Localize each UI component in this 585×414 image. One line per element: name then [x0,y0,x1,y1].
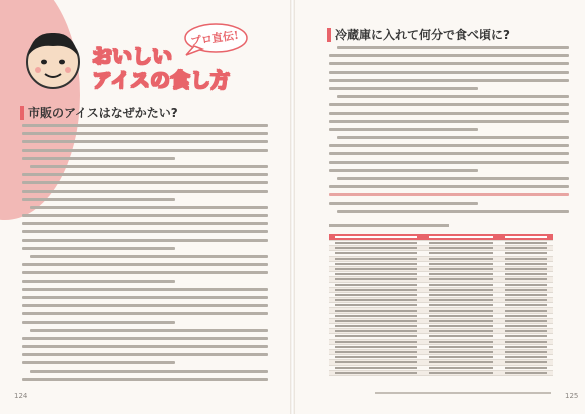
cell-text-placeholder [429,346,493,348]
text-line [30,255,268,258]
cell-text-placeholder [505,252,547,254]
cell-text-placeholder [505,247,547,249]
right-section-heading: 冷蔵庫に入れて何分で食べ頃に? [335,28,510,42]
right-page [295,0,585,414]
text-line [22,321,175,324]
cell-text-placeholder [429,258,493,260]
cell-text-placeholder [505,361,547,363]
cell-text-placeholder [335,346,417,348]
text-line [22,247,175,250]
cell-text-placeholder [505,356,547,358]
cell-text-placeholder [335,325,417,327]
cell-text-placeholder [505,299,547,301]
text-line [329,161,569,164]
cell-text-placeholder [429,335,493,337]
cell-text-placeholder [429,294,493,296]
text-line [22,345,268,348]
text-line [337,95,569,98]
cell-text-placeholder [429,242,493,244]
cell-text-placeholder [335,330,417,332]
cell-text-placeholder [505,367,547,369]
cell-text-placeholder [429,299,493,301]
cell-text-placeholder [335,242,417,244]
text-line [329,120,569,123]
text-line [30,370,268,373]
left-page [0,0,290,414]
cell-text-placeholder [505,320,547,322]
cell-text-placeholder [335,315,417,317]
cell-text-placeholder [429,351,493,353]
cell-text-placeholder [429,236,493,238]
cell-text-placeholder [505,341,547,343]
cell-text-placeholder [429,247,493,249]
text-line [22,198,175,201]
text-line [22,353,268,356]
cell-text-placeholder [429,372,493,374]
table-row [329,370,553,375]
cell-text-placeholder [429,273,493,275]
text-line [22,239,268,242]
text-line [329,169,478,172]
text-line [22,230,268,233]
cell-text-placeholder [429,341,493,343]
cell-text-placeholder [505,263,547,265]
cell-text-placeholder [429,304,493,306]
text-line [329,193,569,196]
text-line [22,378,268,381]
text-line [22,149,268,152]
text-line [22,361,175,364]
text-line [337,177,569,180]
cell-text-placeholder [505,242,547,244]
cell-text-placeholder [505,310,547,312]
cell-text-placeholder [505,258,547,260]
text-line [337,136,569,139]
cell-text-placeholder [505,325,547,327]
text-line [329,152,569,155]
cell-text-placeholder [429,367,493,369]
cell-text-placeholder [429,315,493,317]
cell-text-placeholder [505,304,547,306]
text-line [22,271,268,274]
cell-text-placeholder [505,273,547,275]
left-body-text [22,124,268,386]
text-line [22,288,268,291]
text-line [22,214,268,217]
text-line [329,202,478,205]
cell-text-placeholder [429,361,493,363]
text-line [337,46,569,49]
cell-text-placeholder [335,351,417,353]
cell-text-placeholder [335,294,417,296]
cell-text-placeholder [335,236,417,238]
cell-text-placeholder [335,289,417,291]
text-line [22,190,268,193]
cell-text-placeholder [429,320,493,322]
table-cell [329,370,423,375]
cell-text-placeholder [335,284,417,286]
cell-text-placeholder [335,335,417,337]
title-line-2: アイスの食し方 [92,68,230,92]
text-line [329,128,478,131]
cell-text-placeholder [429,356,493,358]
text-line [329,79,569,82]
table-footnote [375,392,551,394]
cell-text-placeholder [505,330,547,332]
text-line [337,210,569,213]
cell-text-placeholder [335,372,417,374]
cell-text-placeholder [505,346,547,348]
cell-text-placeholder [335,258,417,260]
text-line [329,71,569,74]
text-line [22,173,268,176]
cell-text-placeholder [505,351,547,353]
text-line [329,144,569,147]
text-line [22,124,268,127]
cell-text-placeholder [335,304,417,306]
heading-accent-bar [20,106,24,120]
cell-text-placeholder [335,310,417,312]
text-line [22,132,268,135]
text-line [329,87,478,90]
page-number-left: 124 [14,392,28,400]
text-line [22,280,175,283]
cell-text-placeholder [335,361,417,363]
text-line [329,103,569,106]
cell-text-placeholder [335,278,417,280]
text-line [22,337,268,340]
cell-text-placeholder [505,268,547,270]
cell-text-placeholder [505,284,547,286]
text-line [30,206,268,209]
text-line [22,140,268,143]
table-caption [329,224,449,227]
cell-text-placeholder [505,372,547,374]
cell-text-placeholder [505,289,547,291]
text-line [22,157,175,160]
cell-text-placeholder [335,268,417,270]
table-cell [423,370,499,375]
text-line [329,62,569,65]
text-line [22,304,268,307]
cell-text-placeholder [335,247,417,249]
cell-text-placeholder [429,289,493,291]
table-cell [499,370,553,375]
text-line [22,296,268,299]
cell-text-placeholder [335,299,417,301]
speech-bubble-text: プロ直伝! [189,28,240,49]
left-section-heading: 市販のアイスはなぜかたい? [28,106,178,120]
cell-text-placeholder [429,278,493,280]
text-line [30,329,268,332]
cell-text-placeholder [429,252,493,254]
cell-text-placeholder [505,294,547,296]
cell-text-placeholder [429,325,493,327]
cell-text-placeholder [335,341,417,343]
mascot-face-icon [18,24,88,94]
text-line [22,312,268,315]
ice-cream-table [329,234,553,376]
text-line [22,263,268,266]
cell-text-placeholder [335,356,417,358]
cell-text-placeholder [505,315,547,317]
cell-text-placeholder [429,284,493,286]
text-line [30,165,268,168]
right-body-text [329,46,569,218]
cell-text-placeholder [429,263,493,265]
cell-text-placeholder [335,263,417,265]
cell-text-placeholder [505,335,547,337]
text-line [329,54,569,57]
text-line [329,112,569,115]
text-line [329,185,569,188]
cell-text-placeholder [335,252,417,254]
cell-text-placeholder [335,273,417,275]
cell-text-placeholder [429,310,493,312]
cell-text-placeholder [505,236,547,238]
heading-accent-bar [327,28,331,42]
cell-text-placeholder [429,330,493,332]
page-number-right: 125 [565,392,579,400]
cell-text-placeholder [429,268,493,270]
cell-text-placeholder [335,367,417,369]
title-line-1: おいしい [92,44,172,68]
cell-text-placeholder [335,320,417,322]
text-line [22,181,268,184]
cell-text-placeholder [505,278,547,280]
text-line [22,222,268,225]
